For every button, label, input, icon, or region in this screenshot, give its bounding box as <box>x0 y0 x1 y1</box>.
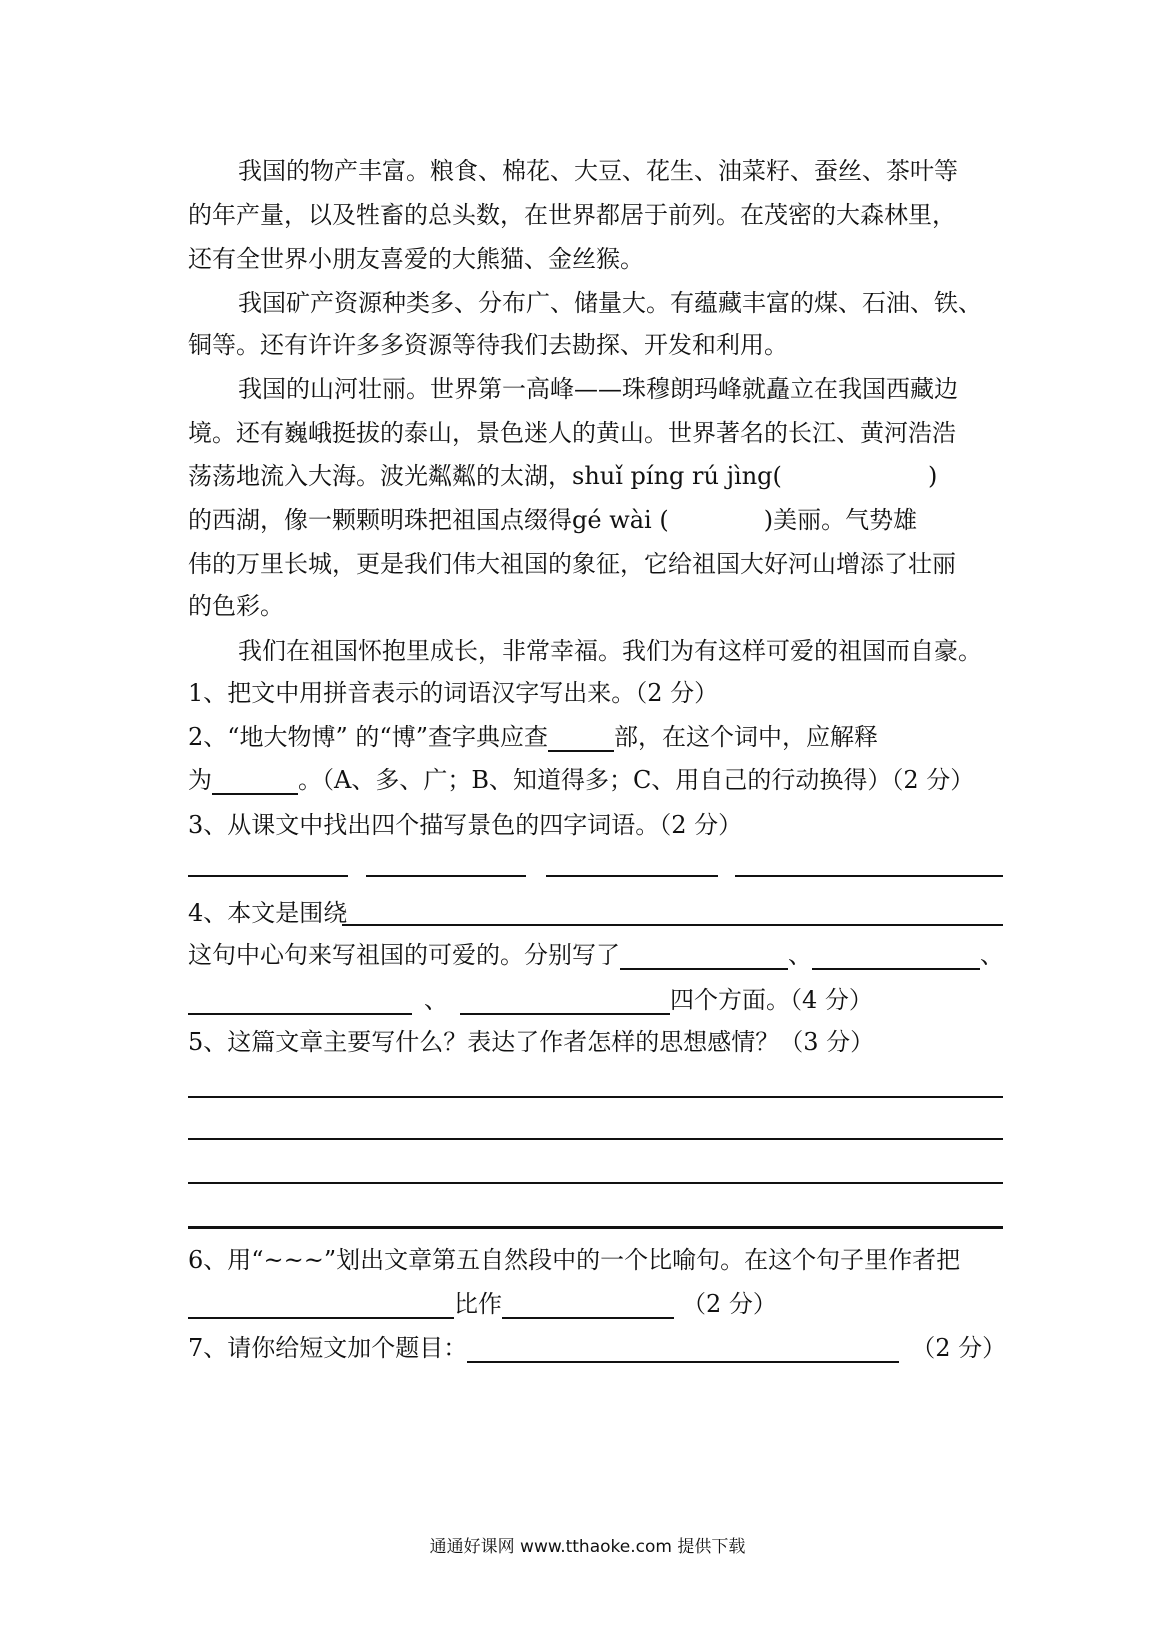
question-4-line3 <box>188 985 1003 1015</box>
pinyin-ge-wai: gé wài ( <box>572 506 669 534</box>
central-sentence-blank[interactable] <box>342 924 1003 926</box>
question-2-text: 2、“地大物博” 的“博”查字典应查 <box>188 723 548 751</box>
question-2-options: 。（A、多、广；B、知道得多；C、用自己的行动换得）（2 分） <box>298 766 975 794</box>
metaphor-subject-blank[interactable] <box>188 1293 454 1319</box>
q3-answer-line-3[interactable] <box>546 875 718 877</box>
question-4-line1: 4、本文是围绕 <box>188 899 348 927</box>
passage-p3-line6: 的色彩。 <box>188 592 284 620</box>
q5-answer-line-1[interactable] <box>188 1096 1003 1098</box>
q3-answer-line-4[interactable] <box>735 875 1003 877</box>
aspect-blank-1[interactable] <box>620 944 788 970</box>
question-7 <box>188 1333 1007 1363</box>
question-5: 5、这篇文章主要写什么？表达了作者怎样的思想感情？（3 分） <box>188 1028 875 1056</box>
question-4-line2 <box>188 940 1003 970</box>
passage-p3-line5: 伟的万里长城，更是我们伟大祖国的象征，它给祖国大好河山增添了壮丽 <box>188 550 956 578</box>
question-6-line2 <box>188 1289 1003 1319</box>
question-4-end: 四个方面。（4 分） <box>670 986 873 1014</box>
q5-answer-line-4[interactable] <box>188 1226 1003 1229</box>
passage-p1-line2: 的年产量，以及牲畜的总头数，在世界都居于前列。在茂密的大森林里， <box>188 201 956 229</box>
question-1: 1、把文中用拼音表示的词语汉字写出来。（2 分） <box>188 679 719 707</box>
question-4-text: 这句中心句来写祖国的可爱的。分别写了 <box>188 941 620 969</box>
title-answer-blank[interactable] <box>467 1337 899 1363</box>
q3-answer-line-2[interactable] <box>366 875 526 877</box>
question-2-line1 <box>188 722 1003 752</box>
aspect-blank-2[interactable] <box>812 944 980 970</box>
passage-p1-line3: 还有全世界小朋友喜爱的大熊猫、金丝猴。 <box>188 245 644 273</box>
pinyin-shui-ping-ru-jing: shuǐ píng rú jìng( <box>572 462 782 490</box>
passage-p2-line2: 铜等。还有许许多多资源等待我们去勘探、开发和利用。 <box>188 331 788 359</box>
q3-answer-line-1[interactable] <box>188 875 348 877</box>
question-6-line1: 6、用“~~~”划出文章第五自然段中的一个比喻句。在这个句子里作者把 <box>188 1246 961 1274</box>
passage-p3-line4-text: 的西湖，像一颗颗明珠把祖国点缀得 <box>188 506 572 534</box>
passage-p4-line1: 我们在祖国怀抱里成长，非常幸福。我们为有这样可爱的祖国而自豪。 <box>238 637 982 665</box>
question-2-wei: 为 <box>188 766 212 794</box>
q5-answer-line-2[interactable] <box>188 1138 1003 1140</box>
question-6-bizuo: 比作 <box>454 1290 502 1318</box>
q5-answer-line-3[interactable] <box>188 1182 1003 1184</box>
passage-p3-line4 <box>188 505 1003 535</box>
question-6-score: （2 分） <box>682 1290 777 1318</box>
aspect-blank-3[interactable] <box>188 989 412 1015</box>
passage-p3-line3-text: 荡荡地流入大海。波光粼粼的太湖， <box>188 462 572 490</box>
question-7-score: （2 分） <box>911 1334 1007 1362</box>
question-7-text: 7、请你给短文加个题目： <box>188 1334 468 1362</box>
q4-separator-3: 、 <box>424 986 448 1014</box>
question-2-line2 <box>188 765 1003 795</box>
passage-p3-line4-end: )美丽。气势雄 <box>763 506 918 534</box>
passage-p3-line1: 我国的山河壮丽。世界第一高峰——珠穆朗玛峰就矗立在我国西藏边 <box>238 375 958 403</box>
question-3: 3、从课文中找出四个描写景色的四字词语。（2 分） <box>188 811 743 839</box>
metaphor-object-blank[interactable] <box>502 1293 674 1319</box>
aspect-blank-4[interactable] <box>460 989 670 1015</box>
passage-p3-line2: 境。还有巍峨挺拔的泰山，景色迷人的黄山。世界著名的长江、黄河浩浩 <box>188 419 956 447</box>
passage-p3-line3 <box>188 461 1003 491</box>
q4-separator-1: 、 <box>788 941 812 969</box>
pinyin-blank-close: ) <box>928 462 938 490</box>
passage-p1-line1: 我国的物产丰富。粮食、棉花、大豆、花生、油菜籽、蚕丝、茶叶等 <box>238 157 958 185</box>
passage-p2-line1: 我国矿产资源种类多、分布广、储量大。有蕴藏丰富的煤、石油、铁、 <box>238 289 982 317</box>
radical-answer-blank[interactable] <box>548 726 614 752</box>
q4-separator-2: 、 <box>980 941 1004 969</box>
footer-source: 通通好课网 www.tthaoke.com 提供下载 <box>429 1537 746 1557</box>
question-2-text-cont: 部，在这个词中，应解释 <box>613 723 878 751</box>
meaning-answer-blank[interactable] <box>212 769 298 795</box>
